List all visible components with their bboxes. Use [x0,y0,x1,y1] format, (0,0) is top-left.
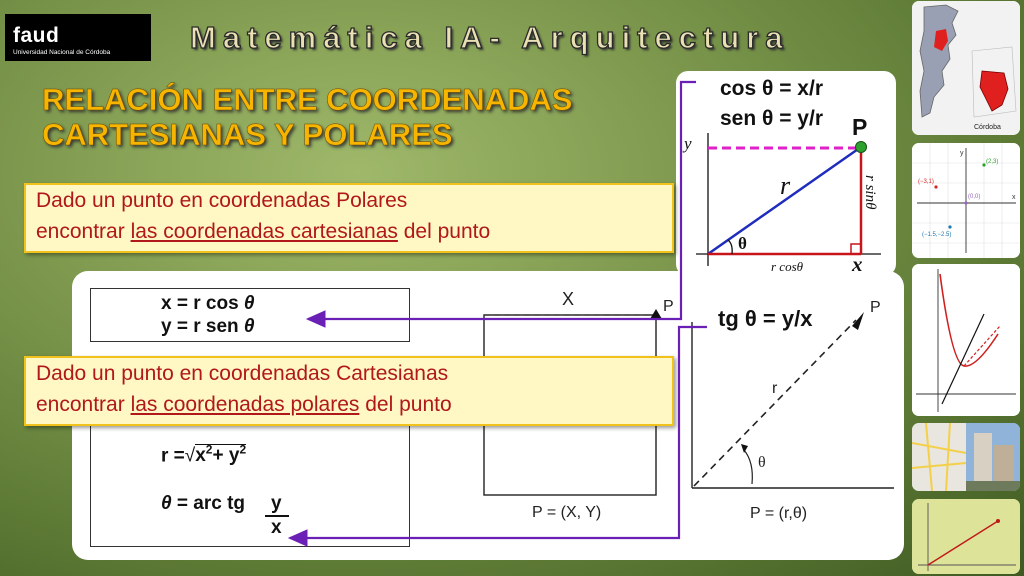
polar-point-marker [852,312,864,330]
slide-title-line2: CARTESIANAS Y POLARES [42,117,453,152]
tri-adj-label: r cosθ [771,259,804,274]
vector-graph-image [912,499,1020,574]
logo-brand: faud [13,24,60,47]
svg-text:(2,3): (2,3) [986,159,999,165]
x-formula: x = r cos θ [161,293,255,314]
tri-point-label: P [852,114,868,140]
thumbnail-coordinate-plane[interactable] [912,143,1020,258]
polar-point-label: P [870,299,881,316]
polar-angle-arc [744,450,752,484]
tri-angle-label: θ [738,234,747,253]
tri-hypotenuse [708,147,861,254]
tri-y-label: y [684,134,692,153]
callout-cartesian-to-polar [24,356,674,426]
svg-text:x: x [1012,194,1016,201]
svg-text:y: y [960,150,964,157]
tri-hyp-label: r [780,171,791,200]
thumbnail-graph-curves[interactable] [912,264,1020,416]
slide-title [42,82,572,152]
callout-cart-line1: Dado un punto en coordenadas Cartesianas [36,362,449,385]
tri-opp-label: r sinθ [862,175,878,210]
triangle-panel [676,71,896,276]
polar-to-cartesian-formulas [90,288,410,342]
y-formula: y = r sen θ [161,316,255,337]
sen-formula: sen θ = y/r [720,107,823,130]
map-label: Córdoba [974,124,1001,131]
callout-polar-line2: encontrar las coordenadas cartesianas del punto [36,220,491,243]
thumbnail-vector-graph[interactable] [912,499,1020,574]
tri-x-label: x [852,252,863,276]
tri-angle-arc [728,240,732,254]
course-title: Matemática IA- Arquitectura [190,20,790,55]
svg-text:(0,0): (0,0) [968,194,981,200]
cartesian-point-label: P [663,298,674,315]
callout-polar-to-cartesian [24,183,674,253]
polar-radius-line [694,320,856,486]
city-photo-image [912,423,1020,491]
faud-logo [5,14,151,61]
callout-cart-line2: encontrar las coordenadas polares del punto [36,393,452,416]
theta-formula: θ = arc tg [161,493,246,514]
tg-formula: tg θ = y/x [718,306,813,331]
cartesian-point-marker [650,309,662,319]
map-argentina-image [912,1,1020,135]
polar-caption: P = (r,θ) [750,505,808,522]
coordinate-plane-image [912,143,1020,258]
callout-polar-line1: Dado un punto en coordenadas Polares [36,189,408,212]
tri-point-marker [856,142,867,153]
cartesian-caption: P = (X, Y) [532,504,602,521]
graph-curves-image [912,264,1020,416]
thumbnail-map-argentina[interactable] [912,1,1020,135]
logo-subtitle: Universidad Nacional de Córdoba [13,49,111,56]
polar-r-label: r [772,380,778,397]
slide-title-line1: RELACIÓN ENTRE COORDENADAS [42,82,573,117]
svg-text:(−3,1): (−3,1) [918,179,934,185]
polar-angle-label: θ [758,454,766,471]
theta-fraction-den: x [271,517,282,538]
svg-text:(−1.5,−2.5): (−1.5,−2.5) [922,232,952,238]
polar-angle-arrowhead [741,444,748,453]
cos-formula: cos θ = x/r [720,77,823,100]
theta-fraction-num: y [271,493,282,514]
r-formula: $r =√x^2+ y^2$ [161,443,247,467]
cartesian-x-label: X [562,289,575,309]
thumbnail-city-photo[interactable] [912,423,1020,491]
cartesian-to-polar-formulas [90,420,410,547]
right-triangle-diagram [676,71,896,276]
